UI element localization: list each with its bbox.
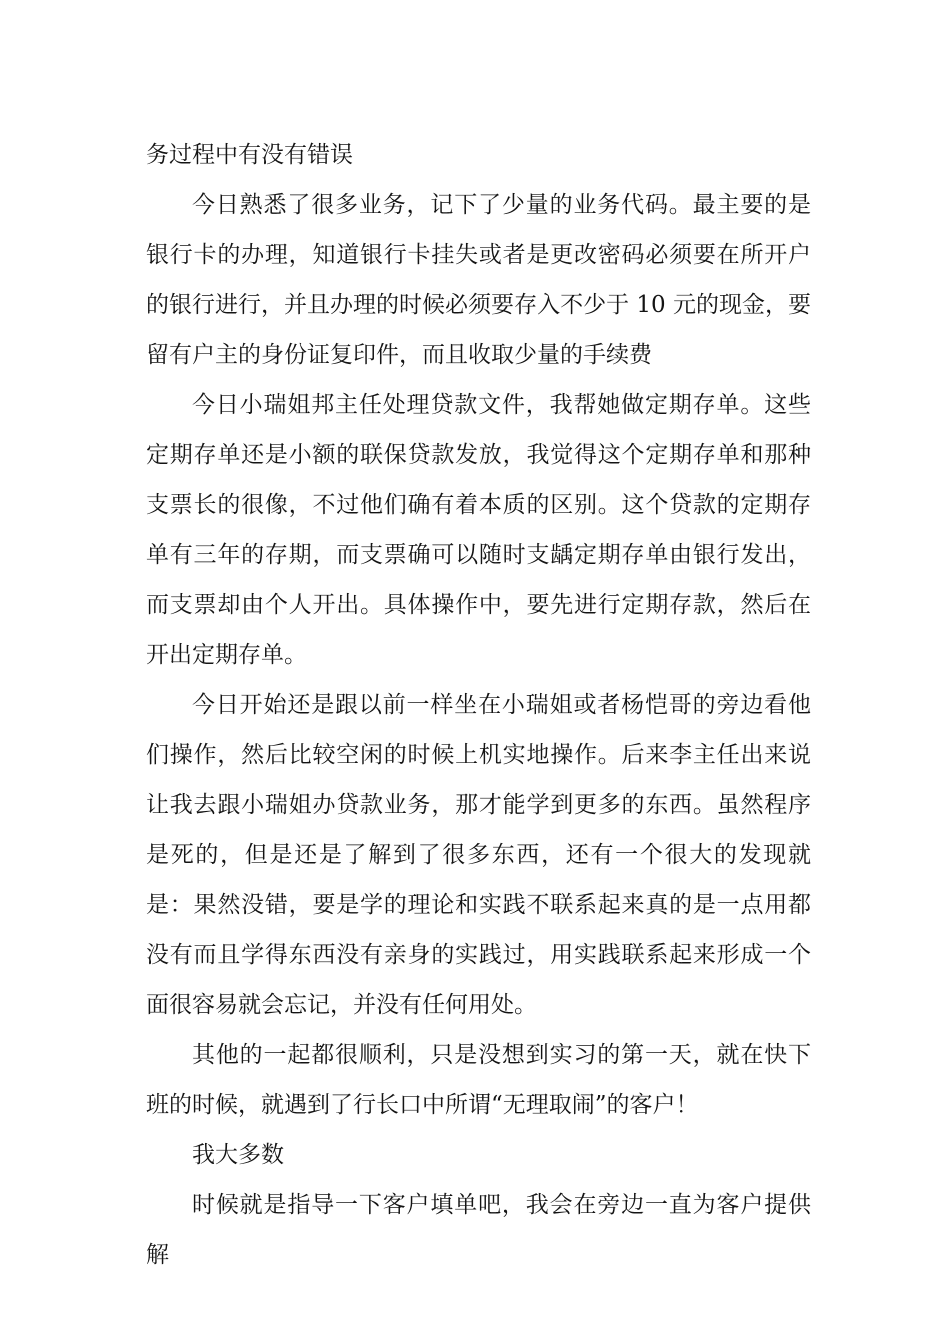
paragraph-7: 时候就是指导一下客户填单吧，我会在旁边一直为客户提供解 — [146, 1192, 811, 1268]
paragraph-5: 其他的一起都很顺利，只是没想到实习的第一天，就在快下班的时候，就遇到了行长口中所谓“无理取闹”的客户！ — [146, 1042, 811, 1118]
paragraph-4: 今日开始还是跟以前一样坐在小瑞姐或者杨恺哥的旁边看他们操作，然后比较空闲的时候上机实地操作。后来李主任出来说让我去跟小瑞姐办贷款业务，那才能学到更多的东西。虽然程序是死的，但是还是了解到了很多东西，还有一个很大的发现就是：果然没错，要是学的理论和实践不联系起来真的是一点用都没有而且学得东西没有亲身的实践过，用实践联系起来形成一个面很容易就会忘记，并没有任何用处。 — [146, 692, 811, 1018]
paragraph-6: 我大多数 — [192, 1142, 284, 1168]
paragraph-2: 今日熟悉了很多业务，记下了少量的业务代码。最主要的是银行卡的办理，知道银行卡挂失或者是更改密码必须要在所开户的银行进行，并且办理的时候必须要存入不少于 10 元的现金，要留有户主的身份证复印件，而且收取少量的手续费 — [146, 192, 811, 368]
paragraph-3: 今日小瑞姐邦主任处理贷款文件，我帮她做定期存单。这些定期存单还是小额的联保贷款发放，我觉得这个定期存单和那种支票长的很像，不过他们确有着本质的区别。这个贷款的定期存单有三年的存期，而支票确可以随时支龋定期存单由银行发出，而支票却由个人开出。具体操作中，要先进行定期存款，然后在开出定期存单。 — [146, 392, 811, 668]
paragraph-1: 务过程中有没有错误 — [146, 142, 353, 168]
document-body — [146, 130, 811, 1280]
